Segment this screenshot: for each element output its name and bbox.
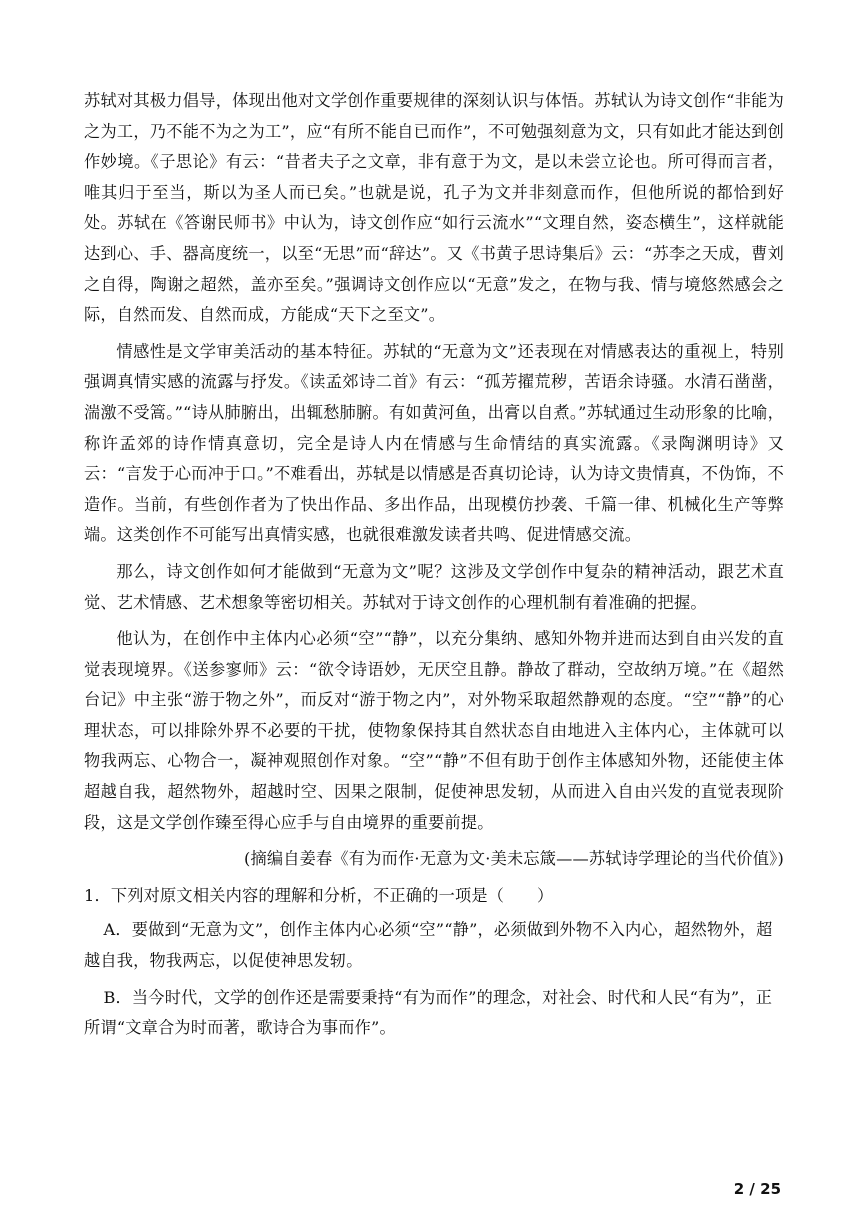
question-stem: 1．下列对原文相关内容的理解和分析，不正确的一项是（ ）: [84, 885, 554, 905]
paragraph-1: 苏轼对其极力倡导，体现出他对文学创作重要规律的深刻认识与体悟。苏轼认为诗文创作“非能为之为工，乃不能不为之为工”，应“有所不能自已而作”，不可勉强刻意为文，只有如此才能达到创作妙境。《子思论》有云：“昔者夫子之文章，非有意于为文，是以未尝立论也。所可得而言者，唯其归于至当，斯以为圣人而已矣。”也就是说，孔子为文并非刻意而作，但他所说的都恰到好处。苏轼在《答谢民师书》中认为，诗文创作应“如行云流水”“文理自然，姿态横生”，这样就能达到心、手、器高度统一，以至“无思”而“辞达”。又《书黄子思诗集后》云：“苏李之天成，曹刘之自得，陶谢之超然，盖亦至矣。”强调诗文创作应以“无意”发之，在物与我、情与境悠然感会之际，自然而发、自然而成，方能成“天下之至文”。: [84, 91, 784, 325]
paragraph-3: 那么，诗文创作如何才能做到“无意为文”呢？这涉及文学创作中复杂的精神活动，跟艺术直觉、艺术情感、艺术想象等密切相关。苏轼对于诗文创作的心理机制有着准确的把握。: [84, 561, 784, 612]
source-citation: (摘编自姜春《有为而作·无意为文·美未忘箴——苏轼诗学理论的当代价值》): [243, 849, 784, 869]
option-a: A．要做到“无意为文”，创作主体内心必须“空”“静”，必须做到外物不入内心，超然物外，超越自我，物我两忘，以促使神思发轫。: [84, 920, 773, 971]
paragraph-4: 他认为，在创作中主体内心必须“空”“静”，以充分集纳、感知外物并进而达到自由兴发的直觉表现境界。《送参寥师》云：“欲令诗语妙，无厌空且静。静故了群动，空故纳万境。”在《超然台记》中主张“游于物之外”，而反对“游于物之内”，对外物采取超然静观的态度。“空”“静”的心理状态，可以排除外界不必要的干扰，使物象保持其自然状态自由地进入主体内心，主体就可以物我两忘、心物合一，凝神观照创作对象。“空”“静”不但有助于创作主体感知外物，还能使主体超越自我，超然物外，超越时空、因果之限制，促使神思发轫，从而进入自由兴发的直觉表现阶段，这是文学创作臻至得心应手与自由境界的重要前提。: [84, 629, 784, 832]
paragraph-2: 情感性是文学审美活动的基本特征。苏轼的“无意为文”还表现在对情感表达的重视上，特别强调真情实感的流露与抒发。《读孟郊诗二首》有云：“孤芳擢荒秽，苦语余诗骚。水清石凿凿，湍激不受篙。”“诗从肺腑出，出辄愁肺腑。有如黄河鱼，出膏以自煮。”苏轼通过生动形象的比喻，称许孟郊的诗作情真意切，完全是诗人内在情感与生命情结的真实流露。《录陶渊明诗》又云：“言发于心而冲于口。”不难看出，苏轼是以情感是否真切论诗，认为诗文贵情真，不伪饰，不造作。当前，有些创作者为了快出作品、多出作品，出现模仿抄袭、千篇一律、机械化生产等弊端。这类创作不可能写出真情实感，也就很难激发读者共鸣、促进情感交流。: [84, 341, 784, 545]
option-b: B．当今时代，文学的创作还是需要秉持“有为而作”的理念，对社会、时代和人民“有为”，正所谓“文章合为时而著，歌诗合为事而作”。: [84, 987, 773, 1038]
article-body: [84, 86, 784, 1050]
page-number: 2 / 25: [733, 1180, 781, 1198]
